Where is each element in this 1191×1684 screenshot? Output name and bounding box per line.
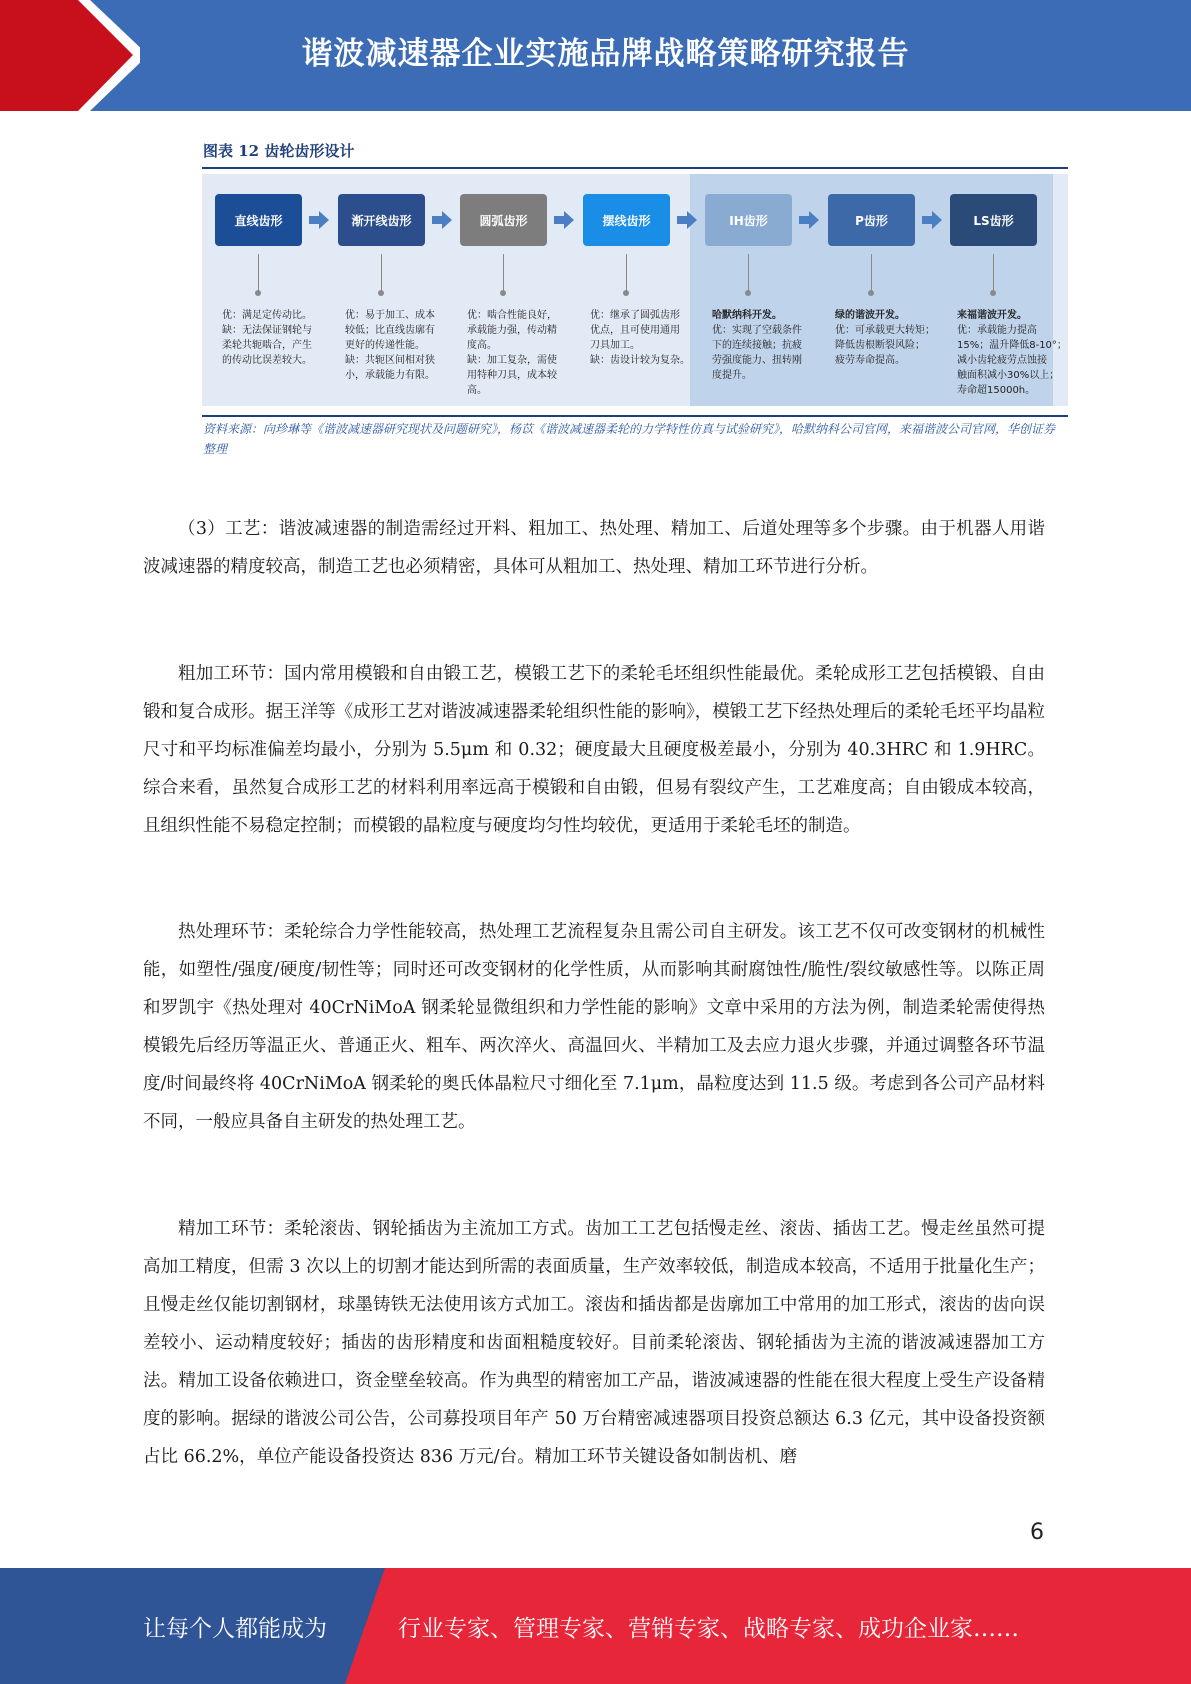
flow-arrow-icon bbox=[677, 211, 697, 229]
gear-description-line: 触面积减小30%以上； bbox=[957, 370, 1060, 381]
page-footer bbox=[0, 1568, 1191, 1684]
gear-description-line: 优点，且可使用通用 bbox=[590, 325, 680, 336]
flow-arrow-icon bbox=[922, 211, 942, 229]
figure-source: 资料来源：向珍琳等《谐波减速器研究现状及问题研究》，杨苡《谐波减速器柔轮的力学特性仿真与试验研究》，哈默纳科公司官网，来福谐波公司官网，华创证券整理 bbox=[203, 422, 1056, 456]
paragraph-finishing: 精加工环节：柔轮滚齿、钢轮插齿为主流加工方式。齿加工工艺包括慢走丝、滚齿、插齿工艺。慢走丝虽然可提高加工精度，但需 3 次以上的切割才能达到所需的表面质量，生产效率较低，制造成本较高，不适用于批量化生产；且慢走丝仅能切割钢材，球墨铸铁无法使用该方式加工。滚齿和插齿都是齿廓加工中常用的加工形式，滚齿的齿向误差较小、运动精度较好；插齿的齿形精度和齿面粗糙度较好。目前柔轮滚齿、钢轮插齿为主流的谐波减速器加工方法。精加工设备依赖进口，资金壁垒较高。作为典型的精密加工产品，谐波减速器的性能在很大程度上受生产设备精度的影响。据绿的谐波公司公告，公司募投项目年产 50 万台精密减速器项目投资总额达 6.3 亿元，其中设备投资额占比 66.2%，单位产能设备投资达 836 万元/台。精加工环节关键设备如制齿机、磨 bbox=[143, 1219, 1045, 1467]
gear-description-line: 优：实现了空载条件 bbox=[712, 325, 802, 336]
gear-description-line: 度高。 bbox=[467, 340, 497, 351]
gear-description-line: 刀具加工。 bbox=[590, 340, 640, 351]
gear-type-box: P齿形 bbox=[828, 194, 915, 246]
gear-description bbox=[222, 308, 340, 368]
gear-description bbox=[590, 308, 708, 368]
gear-description-line: 承载能力强，传动精 bbox=[467, 325, 557, 336]
gear-description-line: 较低；比直线齿廓有 bbox=[345, 325, 435, 336]
gear-description-line: 降低齿根断裂风险； bbox=[835, 340, 925, 351]
gear-description-line: 优：承载能力提高 bbox=[957, 325, 1037, 336]
gear-description-line: 15%；温升降低8-10°； bbox=[957, 340, 1067, 351]
gear-description-line: 高。 bbox=[467, 385, 487, 396]
gear-description-line: 用特种刀具，成本较 bbox=[467, 370, 557, 381]
gear-description-line: 的传动比误差较大。 bbox=[222, 355, 312, 366]
flow-arrow-icon bbox=[309, 211, 329, 229]
page-header-title: 谐波减速器企业实施品牌战略策略研究报告 bbox=[301, 36, 910, 72]
footer-slogan-right: 行业专家、管理专家、营销专家、战略专家、成功企业家…… bbox=[398, 1616, 1019, 1642]
gear-description bbox=[467, 308, 585, 398]
gear-description-line: 缺：加工复杂，需使 bbox=[467, 355, 557, 366]
figure-title: 图表 12 齿轮齿形设计 bbox=[203, 142, 355, 160]
gear-type-box: 直线齿形 bbox=[215, 194, 302, 246]
gear-description bbox=[345, 308, 463, 383]
gear-description bbox=[835, 308, 953, 368]
gear-type-box: 摆线齿形 bbox=[583, 194, 670, 246]
flow-arrow-icon bbox=[432, 211, 452, 229]
connector-line bbox=[993, 254, 994, 292]
gear-developer: 绿的谐波开发。 bbox=[835, 310, 905, 321]
figure-bottom-rule bbox=[202, 415, 1068, 417]
connector-dot bbox=[378, 290, 384, 296]
gear-description-line: 优：继承了圆弧齿形 bbox=[590, 310, 680, 321]
gear-description-line: 疲劳寿命提高。 bbox=[835, 355, 905, 366]
gear-description-line: 劳强度能力、扭转刚 bbox=[712, 355, 802, 366]
connector-line bbox=[626, 254, 627, 292]
connector-dot bbox=[623, 290, 629, 296]
gear-description-line: 缺：共轭区间相对狭 bbox=[345, 355, 435, 366]
paragraph-process: （3）工艺：谐波减速器的制造需经过开料、粗加工、热处理、精加工、后道处理等多个步骤。由于机器人用谐波减速器的精度较高，制造工艺也必须精密，具体可从粗加工、热处理、精加工环节进行分析。 bbox=[143, 519, 1045, 577]
gear-description-line: 更好的传递性能。 bbox=[345, 340, 425, 351]
gear-description-line: 优：啮合性能良好， bbox=[467, 310, 557, 321]
gear-developer: 哈默纳科开发。 bbox=[712, 310, 782, 321]
gear-description bbox=[957, 308, 1075, 398]
connector-line bbox=[258, 254, 259, 292]
gear-description-line: 柔轮共轭啮合，产生 bbox=[222, 340, 312, 351]
connector-line bbox=[871, 254, 872, 292]
page-number: 6 bbox=[1030, 1520, 1044, 1545]
figure-top-rule bbox=[202, 167, 1068, 169]
flow-arrow-icon bbox=[799, 211, 819, 229]
paragraph-rough-machining: 粗加工环节：国内常用模锻和自由锻工艺，模锻工艺下的柔轮毛坯组织性能最优。柔轮成形工艺包括模锻、自由锻和复合成形。据王洋等《成形工艺对谐波减速器柔轮组织性能的影响》，模锻工艺下经热处理后的柔轮毛坯平均晶粒尺寸和平均标准偏差均最小，分别为 5.5μm 和 0.32；硬度最大且硬度极差最小，分别为 40.3HRC 和 1.9HRC。综合来看，虽然复合成形工艺的材料利用率远高于模锻和自由锻，但易有裂纹产生，工艺难度高；自由锻成本较高，且组织性能不易稳定控制；而模锻的晶粒度与硬度均匀性均较优，更适用于柔轮毛坯的制造。 bbox=[143, 664, 1045, 836]
gear-type-box: 渐开线齿形 bbox=[338, 194, 425, 246]
footer-slogan-left: 让每个人都能成为 bbox=[143, 1616, 327, 1642]
gear-type-box: IH齿形 bbox=[705, 194, 792, 246]
gear-description-line: 缺：无法保证钢轮与 bbox=[222, 325, 312, 336]
connector-dot bbox=[745, 290, 751, 296]
gear-description-line: 优：满足定传动比。 bbox=[222, 310, 312, 321]
connector-dot bbox=[500, 290, 506, 296]
gear-type-box: 圆弧齿形 bbox=[460, 194, 547, 246]
connector-line bbox=[748, 254, 749, 292]
page-header bbox=[0, 0, 1191, 111]
gear-description-line: 优：可承载更大转矩； bbox=[835, 325, 935, 336]
gear-description-line: 小，承载能力有限。 bbox=[345, 370, 435, 381]
gear-developer: 来福谐波开发。 bbox=[957, 310, 1027, 321]
gear-description-line: 减小齿轮疲劳点蚀接 bbox=[957, 355, 1047, 366]
gear-description-line: 下的连续接触；抗疲 bbox=[712, 340, 802, 351]
gear-description-line: 寿命超15000h。 bbox=[957, 385, 1036, 396]
connector-dot bbox=[868, 290, 874, 296]
connector-dot bbox=[255, 290, 261, 296]
flow-arrow-icon bbox=[554, 211, 574, 229]
connector-dot bbox=[990, 290, 996, 296]
gear-description-line: 优：易于加工、成本 bbox=[345, 310, 435, 321]
gear-description-line: 缺：齿设计较为复杂。 bbox=[590, 355, 690, 366]
paragraph-heat-treatment: 热处理环节：柔轮综合力学性能较高，热处理工艺流程复杂且需公司自主研发。该工艺不仅可改变钢材的机械性能，如塑性/强度/硬度/韧性等；同时还可改变钢材的化学性质，从而影响其耐腐蚀性/脆性/裂纹敏感性等。以陈正周和罗凯宇《热处理对 40CrNiMoA 钢柔轮显微组织和力学性能的影响》文章中采用的方法为例，制造柔轮需使得热模锻先后经历等温正火、普通正火、粗车、两次淬火、高温回火、半精加工及去应力退火步骤，并通过调整各环节温度/时间最终将 40CrNiMoA 钢柔轮的奥氏体晶粒尺寸细化至 7.1μm，晶粒度达到 11.5 级。考虑到各公司产品材料不同，一般应具备自主研发的热处理工艺。 bbox=[143, 922, 1045, 1132]
gear-description bbox=[712, 308, 830, 383]
gear-type-box: LS齿形 bbox=[950, 194, 1037, 246]
connector-line bbox=[503, 254, 504, 292]
gear-description-line: 度提升。 bbox=[712, 370, 752, 381]
connector-line bbox=[381, 254, 382, 292]
